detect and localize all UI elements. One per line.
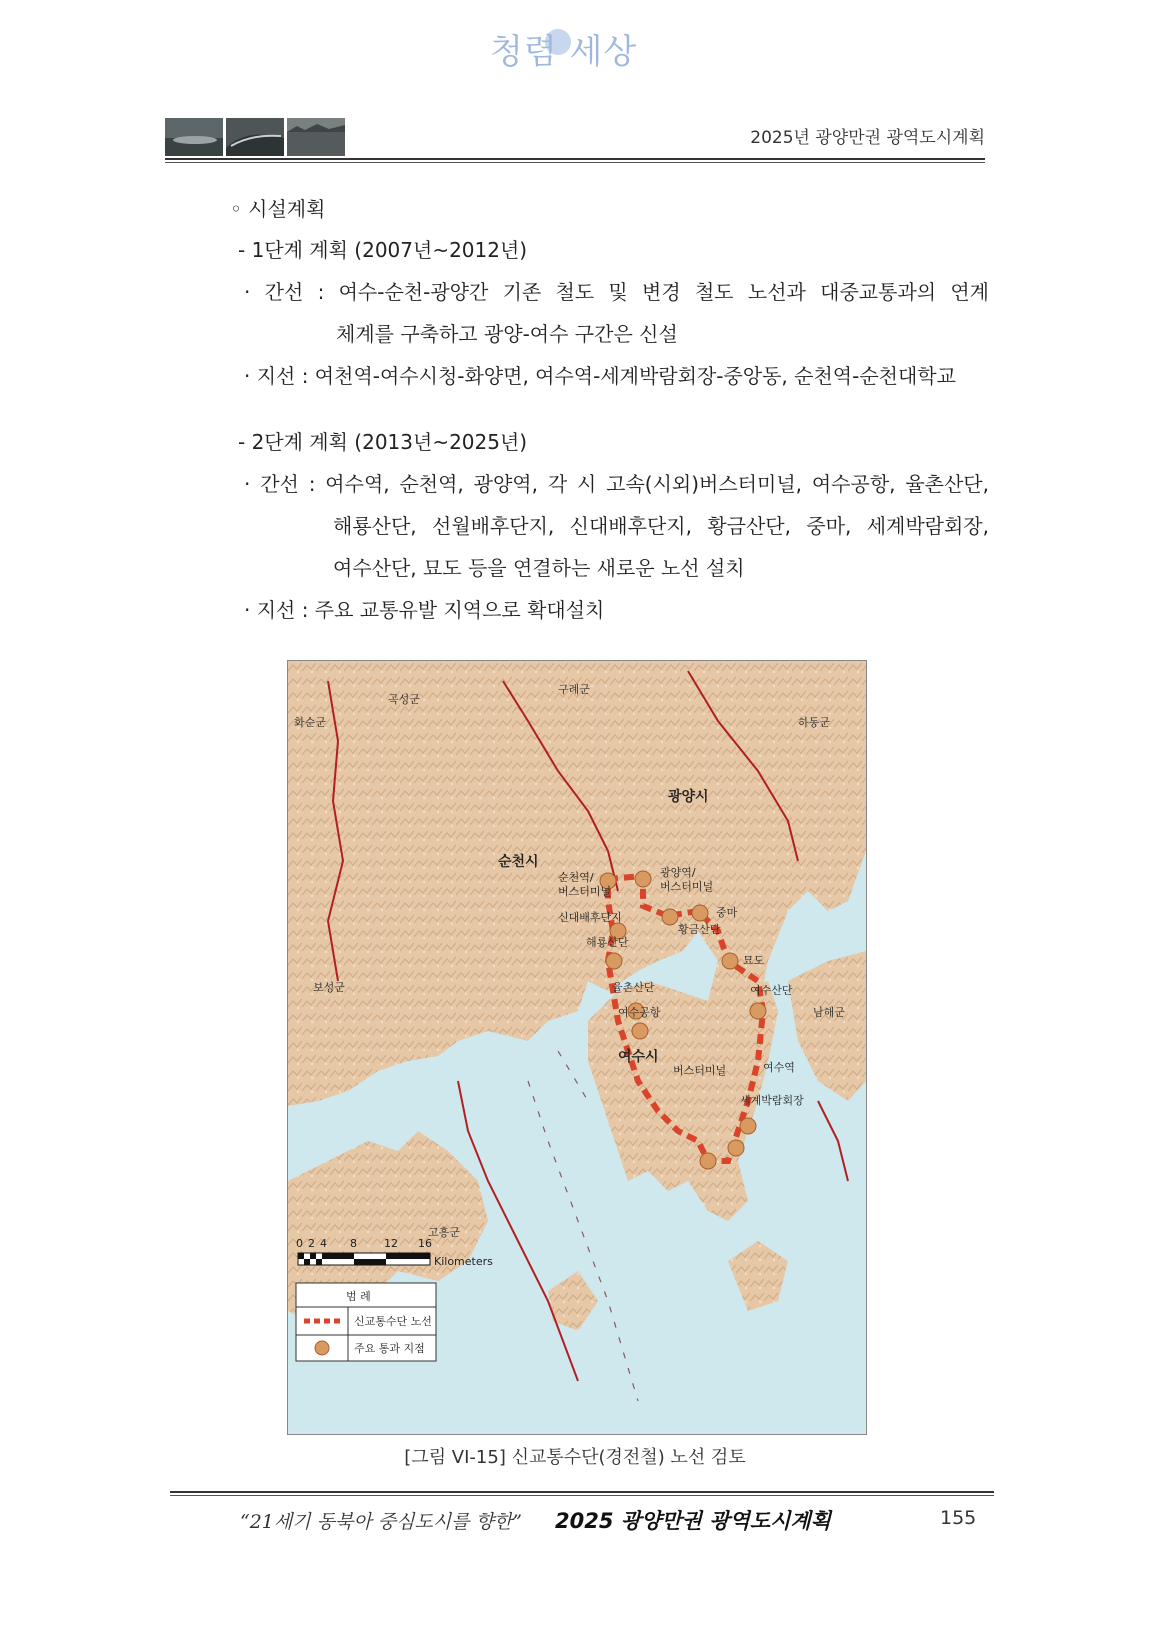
stop-yeosu-airport	[632, 1023, 648, 1039]
phase1-branch-line: · 지선 : 여천역-여수시청-화양면, 여수역-세계박람회장-중앙동, 순천역-순천대학교	[244, 364, 956, 388]
stop-hwanggeum	[662, 909, 678, 925]
route-map	[287, 660, 867, 1435]
footer-title: 2025 광양만권 광역도시계획	[555, 1509, 831, 1533]
label-yeosu: 여수시	[618, 1049, 659, 1065]
label-hadong: 하동군	[798, 716, 830, 729]
label-sindae: 신대배후단지	[558, 911, 622, 924]
label-goheung: 고흥군	[428, 1226, 460, 1239]
scale-tick: 8	[350, 1237, 357, 1250]
stop-yeosu-terminal	[700, 1153, 716, 1169]
footer-rule-thin	[170, 1495, 994, 1496]
phase2-main-line-1: · 간선 : 여수역, 순천역, 광양역, 각 시 고속(시외)버스터미널, 여수공항, 율촌산단,	[244, 472, 989, 496]
landscape-thumbnail-2	[226, 118, 284, 156]
landscape-thumbnail-1	[165, 118, 223, 156]
header-rule-thin	[165, 162, 985, 163]
stop-yeosu-station	[740, 1118, 756, 1134]
scale-tick: 2	[308, 1237, 315, 1250]
legend-route: 신교통수단 노선	[354, 1315, 432, 1328]
stop-yeosu-industrial	[750, 1003, 766, 1019]
stop-jungma	[692, 905, 708, 921]
legend-node: 주요 통과 지점	[354, 1342, 425, 1355]
label-hwanggeum: 황금산단	[678, 923, 721, 936]
stop-expo	[728, 1140, 744, 1156]
stop-gwangyang	[635, 871, 651, 887]
phase1-main-line-1: · 간선 : 여수-순천-광양간 기존 철도 및 변경 철도 노선과 대중교통과의 연계	[244, 280, 989, 304]
phase1-main-line-2: 체계를 구축하고 광양-여수 구간은 신설	[336, 322, 678, 346]
page-header	[165, 115, 985, 163]
label-boseong: 보성군	[313, 981, 345, 994]
map-figure	[288, 661, 866, 1434]
scale-tick: 16	[418, 1237, 432, 1250]
phase2-title: - 2단계 계획 (2013년~2025년)	[238, 430, 528, 454]
label-jungma: 중마	[716, 906, 738, 919]
phase2-main-line-2: 해룡산단, 선월배후단지, 신대배후단지, 황금산단, 중마, 세계박람회장,	[333, 514, 989, 538]
page-number: 155	[940, 1507, 977, 1529]
header-rule	[165, 158, 985, 160]
label-hwasun: 화순군	[294, 716, 326, 729]
header-thumbnails	[165, 118, 345, 156]
label-namhae: 남해군	[813, 1006, 845, 1019]
label-suncheon-terminal: 버스터미널	[558, 885, 612, 898]
footer-rule	[170, 1491, 994, 1493]
footer-quote: “21세기 동북아 중심도시를 향한”	[240, 1511, 522, 1533]
label-suncheon-station: 순천역/	[558, 871, 594, 884]
legend-node-icon	[315, 1341, 329, 1355]
label-gokseong: 곡성군	[388, 693, 420, 706]
scale-tick: 4	[320, 1237, 327, 1250]
label-gwangyang-station: 광양역/	[660, 866, 696, 879]
landscape-thumbnail-3	[287, 118, 345, 156]
phase2-main-line-3: 여수산단, 묘도 등을 연결하는 새로운 노선 설치	[333, 556, 745, 580]
header-title: 2025년 광양만권 광역도시계획	[750, 128, 985, 148]
label-haeryong: 해룡산단	[586, 936, 629, 949]
logo-text: 청렴 세상	[490, 32, 638, 72]
section-title: ◦ 시설계획	[230, 197, 326, 221]
scale-tick: 12	[384, 1237, 398, 1250]
label-gwangyang: 광양시	[668, 789, 709, 805]
label-expo: 세계박람회장	[740, 1094, 804, 1107]
label-yeosu-station: 여수역	[763, 1061, 795, 1074]
label-yeosu-airport: 여수공항	[618, 1006, 661, 1019]
phase1-title: - 1단계 계획 (2007년~2012년)	[238, 238, 528, 262]
label-yulchon: 율촌산단	[612, 981, 655, 994]
label-myodo: 묘도	[743, 954, 765, 967]
scale-tick: 0	[296, 1237, 303, 1250]
stop-haeryong	[606, 953, 622, 969]
phase2-branch-line: · 지선 : 주요 교통유발 지역으로 확대설치	[244, 598, 605, 622]
legend-title: 범 례	[346, 1290, 371, 1303]
map-legend	[296, 1283, 436, 1361]
label-yeosu-terminal: 버스터미널	[673, 1064, 727, 1077]
label-gwangyang-terminal: 버스터미널	[660, 880, 714, 893]
label-yeosu-industrial: 여수산단	[750, 984, 793, 997]
label-gurye: 구례군	[558, 683, 590, 696]
label-suncheon: 순천시	[498, 854, 539, 870]
scale-unit: Kilometers	[434, 1255, 493, 1268]
figure-caption: [그림 VI-15] 신교통수단(경전철) 노선 검토	[404, 1447, 746, 1468]
stop-myodo	[722, 953, 738, 969]
